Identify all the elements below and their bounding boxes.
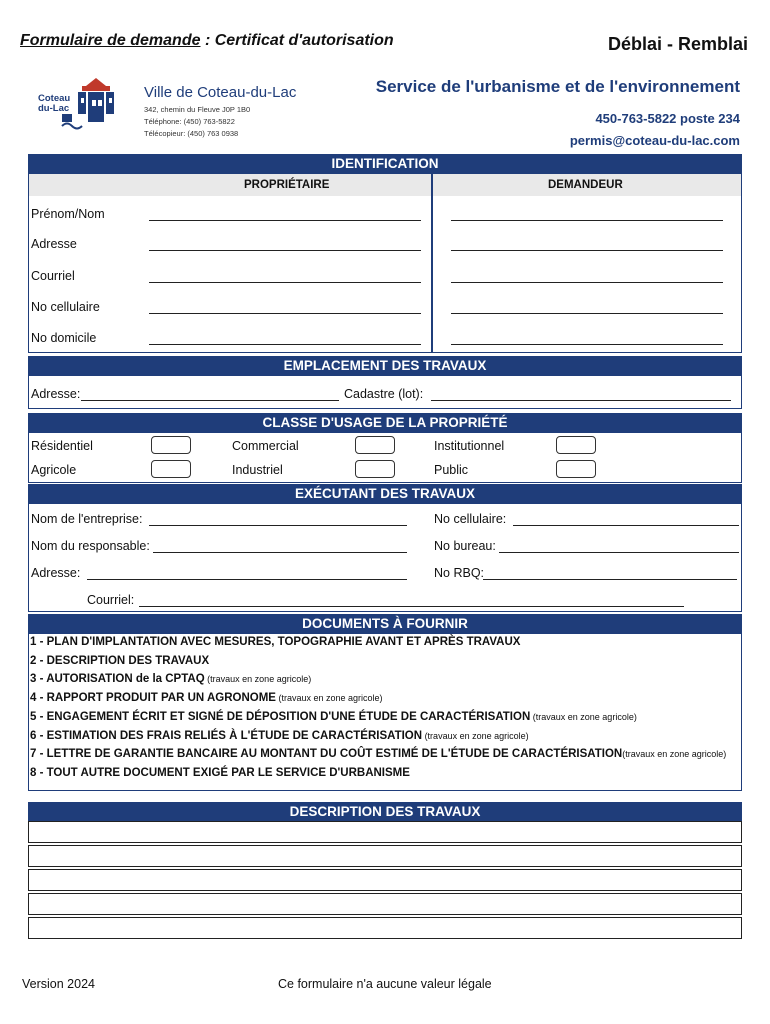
form-title-prefix: Formulaire de demande: [20, 32, 201, 49]
field-label-address: Adresse: [31, 237, 77, 251]
city-fax: Télécopieur: (450) 763 0938: [144, 129, 239, 138]
usage-public-checkbox[interactable]: [556, 460, 596, 478]
usage-institutional-checkbox[interactable]: [556, 436, 596, 454]
document-item: [30, 636, 520, 648]
document-item-text: 4 - RAPPORT PRODUIT PAR UN AGRONOME: [30, 692, 276, 704]
company-field[interactable]: [149, 525, 407, 526]
owner-home-field[interactable]: [149, 344, 421, 345]
usage-commercial-checkbox[interactable]: [355, 436, 395, 454]
city-name: Ville de Coteau-du-Lac: [144, 84, 297, 101]
document-item-note: (travaux en zone agricole): [422, 731, 529, 741]
location-address-label: Adresse:: [31, 387, 81, 401]
identification-colheads: [29, 174, 741, 196]
executor-email-label: Courriel:: [87, 593, 135, 607]
office-label: No bureau:: [434, 539, 496, 553]
usage-section: [28, 432, 742, 483]
usage-commercial-label: Commercial: [232, 439, 299, 453]
executor-cell-field[interactable]: [513, 525, 739, 526]
company-label: Nom de l'entreprise:: [31, 512, 143, 526]
usage-industrial-label: Industriel: [232, 463, 283, 477]
manager-label: Nom du responsable:: [31, 539, 150, 553]
city-phone: Téléphone: (450) 763-5822: [144, 117, 235, 126]
location-header: EMPLACEMENT DES TRAVAUX: [28, 356, 742, 375]
document-item: [30, 767, 410, 779]
executor-header: EXÉCUTANT DES TRAVAUX: [28, 484, 742, 503]
usage-public-label: Public: [434, 463, 469, 477]
owner-cell-field[interactable]: [149, 313, 421, 314]
applicant-column-title: DEMANDEUR: [548, 179, 623, 191]
applicant-address-field[interactable]: [451, 250, 723, 251]
identification-section: [28, 173, 742, 353]
owner-name-field[interactable]: [149, 220, 421, 221]
service-name: Service de l'urbanisme et de l'environnement: [375, 77, 740, 96]
document-item-text: 8 - TOUT AUTRE DOCUMENT EXIGÉ PAR LE SERVICE D'URBANISME: [30, 767, 410, 779]
executor-address-field[interactable]: [87, 579, 407, 580]
document-item-note: (travaux en zone agricole): [622, 749, 727, 759]
field-label-home: No domicile: [31, 331, 97, 345]
owner-column-title: PROPRIÉTAIRE: [244, 179, 330, 191]
identification-header: IDENTIFICATION: [28, 154, 742, 173]
document-item-text: 3 - AUTORISATION de la CPTAQ: [30, 673, 205, 685]
office-field[interactable]: [499, 552, 739, 553]
service-phone: 450-763-5822 poste 234: [595, 111, 740, 126]
usage-institutional-label: Institutionnel: [434, 439, 505, 453]
usage-residential-label: Résidentiel: [31, 439, 93, 453]
document-item-note: (travaux en zone agricole): [275, 693, 383, 703]
usage-header: CLASSE D'USAGE DE LA PROPRIÉTÉ: [28, 413, 742, 432]
documents-header: DOCUMENTS À FOURNIR: [28, 614, 742, 633]
rbq-label: No RBQ:: [434, 566, 485, 580]
column-divider: [431, 174, 433, 352]
castle-icon: [38, 78, 128, 138]
rbq-field[interactable]: [483, 579, 737, 580]
document-item-note: (travaux en zone agricole): [204, 674, 312, 684]
document-item: [30, 655, 209, 667]
usage-industrial-checkbox[interactable]: [355, 460, 395, 478]
document-item-text: 2 - DESCRIPTION DES TRAVAUX: [30, 655, 210, 667]
field-label-cell: No cellulaire: [31, 300, 100, 314]
description-line[interactable]: [28, 893, 742, 915]
document-item-text: 7 - LETTRE DE GARANTIE BANCAIRE AU MONTANT DU COÛT ESTIMÉ DE L'ÉTUDE DE CARACTÉRISATION: [30, 748, 623, 760]
description-line[interactable]: [28, 869, 742, 891]
version-label: Version 2024: [22, 977, 95, 991]
location-section: [28, 375, 742, 409]
form-title-suffix: : Certificat d'autorisation: [200, 32, 394, 49]
description-line[interactable]: [28, 845, 742, 867]
cadastre-field[interactable]: [431, 400, 731, 401]
document-item: [30, 730, 529, 742]
applicant-home-field[interactable]: [451, 344, 723, 345]
usage-residential-checkbox[interactable]: [151, 436, 191, 454]
city-contact: [144, 104, 250, 140]
executor-section: [28, 503, 742, 612]
document-item-text: 5 - ENGAGEMENT ÉCRIT ET SIGNÉ DE DÉPOSITION D'UNE ÉTUDE DE CARACTÉRISATION: [30, 711, 531, 723]
owner-email-field[interactable]: [149, 282, 421, 283]
service-email: permis@coteau-du-lac.com: [569, 133, 740, 148]
location-address-field[interactable]: [81, 400, 339, 401]
field-label-email: Courriel: [31, 269, 75, 283]
applicant-email-field[interactable]: [451, 282, 723, 283]
legal-disclaimer: Ce formulaire n'a aucune valeur légale: [278, 977, 492, 991]
document-item: [30, 692, 383, 704]
executor-email-field[interactable]: [139, 606, 684, 607]
logo-text-line1: Coteau: [38, 93, 71, 104]
form-title: [20, 32, 394, 50]
usage-agricultural-checkbox[interactable]: [151, 460, 191, 478]
applicant-name-field[interactable]: [451, 220, 723, 221]
document-item: [30, 673, 311, 685]
manager-field[interactable]: [153, 552, 407, 553]
usage-agricultural-label: Agricole: [31, 463, 77, 477]
logo-text-line2: du-Lac: [38, 103, 70, 114]
executor-address-label: Adresse:: [31, 566, 81, 580]
executor-cell-label: No cellulaire:: [434, 512, 507, 526]
description-line[interactable]: [28, 917, 742, 939]
city-logo: [38, 78, 128, 138]
document-item: [30, 748, 726, 760]
document-item: [30, 711, 637, 723]
city-address: 342, chemin du Fleuve J0P 1B0: [144, 105, 251, 114]
applicant-cell-field[interactable]: [451, 313, 723, 314]
document-item-note: (travaux en zone agricole): [530, 712, 637, 722]
document-item-text: 6 - ESTIMATION DES FRAIS RELIÉS À L'ÉTUDE DE CARACTÉRISATION: [30, 730, 423, 742]
description-header: DESCRIPTION DES TRAVAUX: [28, 802, 742, 821]
owner-address-field[interactable]: [149, 250, 421, 251]
field-label-name: Prénom/Nom: [31, 207, 105, 221]
description-line[interactable]: [28, 821, 742, 843]
cadastre-label: Cadastre (lot):: [344, 387, 424, 401]
document-item-text: 1 - PLAN D'IMPLANTATION AVEC MESURES, TOPOGRAPHIE AVANT ET APRÈS TRAVAUX: [30, 636, 521, 648]
form-type: Déblai - Remblai: [607, 34, 748, 54]
